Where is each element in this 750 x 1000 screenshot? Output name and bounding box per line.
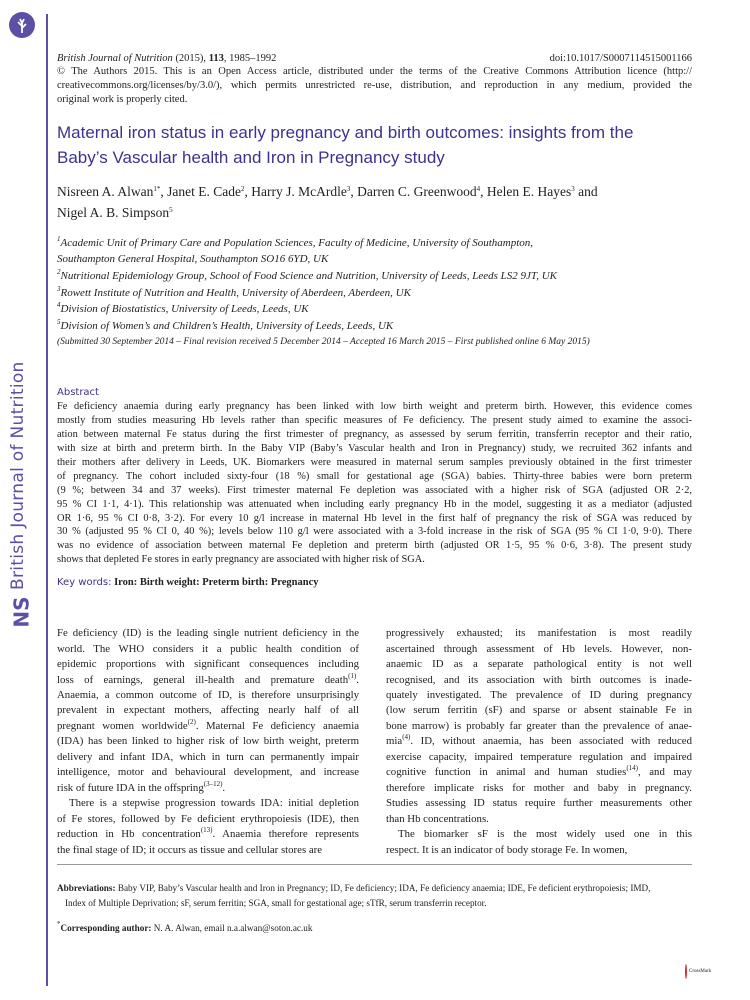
abstract-body bbox=[57, 400, 692, 567]
text-run: bone marrow) is probably far greater than the prevalence of anae- bbox=[386, 719, 692, 732]
text-run: Academic Unit of Primary Care and Population Sciences, Faculty of Medicine, University of Southampton, bbox=[60, 236, 533, 249]
text-run: . Anaemia therefore represents bbox=[212, 828, 359, 841]
affiliation-line bbox=[57, 235, 697, 252]
abstract-line: was no evidence of association between maternal Fe depletion and preterm birth (adjusted OR 1·5, 95 % 0·6, 3·8). The present study bbox=[57, 540, 692, 552]
text-run: (low serum ferritin (sF) and sparse or absent stainable Fe in bbox=[386, 704, 692, 717]
citation-superscript[interactable]: 4 bbox=[57, 301, 61, 310]
citation-superscript[interactable]: 3 bbox=[57, 284, 61, 293]
text-run: Southampton General Hospital, Southampton SO16 6YD, UK bbox=[57, 253, 329, 266]
text-run: cognitive function in animal and human studies bbox=[386, 766, 627, 779]
citation-superscript[interactable]: (2) bbox=[187, 717, 196, 726]
license-text bbox=[57, 65, 692, 107]
body-line bbox=[386, 657, 692, 672]
abstract-line: mostly from studies measuring Hb levels rather than specific measures of Fe deficiency. The present study aimed to examine the associ- bbox=[57, 415, 692, 427]
text-run: The biomarker sF is the most widely used one in this bbox=[398, 828, 692, 841]
body-column-right bbox=[386, 626, 692, 858]
affiliation-line bbox=[57, 251, 697, 268]
body-line bbox=[57, 642, 359, 657]
citation-superscript[interactable]: 2 bbox=[57, 267, 61, 276]
submission-dates: (Submitted 30 September 2014 – Final revision received 5 December 2014 – Accepted 16 March 2015 – First published online 6 May 2015) bbox=[57, 337, 590, 348]
citation-header bbox=[57, 52, 692, 107]
citation-superscript[interactable]: 3 bbox=[571, 184, 575, 193]
citation-superscript[interactable]: (1) bbox=[348, 671, 357, 680]
abbreviations bbox=[57, 881, 692, 911]
text-run: . ID, without anaemia, has been associated with reduced bbox=[410, 735, 692, 748]
text-run: of Fe stores, followed by Fe deficient erythropoiesis (IDE), then bbox=[57, 812, 359, 825]
body-line bbox=[57, 657, 359, 672]
abstract-line: shows that depleted Fe stores in early pregnancy are associated with higher risk of SGA. bbox=[57, 554, 425, 566]
body-line bbox=[386, 812, 692, 827]
keywords-label: Key words: bbox=[57, 577, 112, 589]
license-line: original work is properly cited. bbox=[57, 93, 188, 105]
body-line bbox=[57, 719, 359, 734]
abstract-line: 95 % CI 1·1, 4·1). This relationship was attenuated when including early pregnancy Hb in the model, suggesting it as a mediator (adjusted bbox=[57, 498, 692, 510]
text-run: prevalent in expectant mothers, affecting nearly half of all bbox=[57, 704, 359, 717]
body-line bbox=[57, 626, 359, 641]
body-line bbox=[57, 734, 359, 749]
text-run: intelligence, motor and behavioural development, and increase bbox=[57, 766, 359, 779]
crossmark-icon bbox=[685, 964, 687, 979]
body-line bbox=[386, 827, 692, 842]
title-line: Baby’s Vascular health and Iron in Pregnancy study bbox=[57, 147, 445, 167]
body-line bbox=[57, 796, 359, 811]
text-run: Nisreen A. Alwan bbox=[57, 183, 154, 199]
abstract-heading: Abstract bbox=[57, 387, 99, 399]
author-line bbox=[57, 202, 697, 223]
body-line bbox=[386, 703, 692, 718]
citation-superscript[interactable]: (13) bbox=[200, 826, 213, 835]
body-column-left bbox=[57, 626, 359, 858]
abstract-line: their mothers after delivery in Leeds, UK. Biomarkers were measured in maternal serum samples previously obtained in the first trimester bbox=[57, 456, 692, 468]
citation-superscript[interactable]: 3 bbox=[346, 184, 351, 193]
article-title bbox=[57, 120, 697, 170]
text-run: , Darren C. Greenwood bbox=[350, 183, 477, 199]
text-run: . bbox=[222, 781, 226, 794]
body-line bbox=[57, 765, 359, 780]
abstract bbox=[57, 386, 692, 567]
body-line bbox=[386, 843, 692, 858]
abstract-line: 30 % (adjusted 95 % CI 0, 40 %); levels below 110 g/l were associated with a 3-fold increase in the risk of SGA (95 % CI 1·0, 9·0). There bbox=[57, 526, 692, 538]
text-run: Fe deficiency (ID) is the leading single nutrient deficiency in the bbox=[57, 627, 359, 640]
text-run: Studies assessing ID status require further measurements other bbox=[386, 797, 692, 810]
text-run: epidemic proportions with significant consequences including bbox=[57, 658, 359, 671]
text-run: , Helen E. Hayes bbox=[480, 183, 572, 199]
corr-text[interactable]: N. A. Alwan, email n.a.alwan@soton.ac.uk bbox=[151, 922, 313, 933]
body-columns bbox=[57, 626, 692, 858]
citation bbox=[57, 52, 276, 65]
citation-superscript[interactable]: 1* bbox=[153, 184, 161, 193]
body-line bbox=[57, 673, 359, 688]
text-run: Rowett Institute of Nutrition and Health, University of Aberdeen, Aberdeen, UK bbox=[60, 286, 411, 299]
citation-superscript[interactable]: 1 bbox=[57, 234, 61, 243]
text-run: , and may bbox=[637, 766, 692, 779]
body-line bbox=[57, 812, 359, 827]
citation-superscript[interactable]: 5 bbox=[57, 317, 61, 326]
body-line bbox=[386, 642, 692, 657]
text-run: loss of earnings, general ill-health and premature death bbox=[57, 673, 349, 686]
body-line bbox=[57, 703, 359, 718]
body-line bbox=[386, 688, 692, 703]
citation-superscript[interactable]: 4 bbox=[476, 184, 481, 193]
affiliation-line bbox=[57, 301, 697, 318]
abstract-line: Fe deficiency anaemia during early pregnancy has been linked with low birth weight and preterm birth. However, this evidence comes bbox=[57, 401, 692, 413]
body-line bbox=[57, 843, 359, 858]
journal-name: British Journal of Nutrition bbox=[57, 53, 173, 64]
text-run: therefore implicate risks for mother and baby in pregnancy. bbox=[386, 781, 692, 794]
body-line bbox=[57, 750, 359, 765]
body-line bbox=[386, 765, 692, 780]
crossmark-label: CrossMark bbox=[689, 968, 712, 974]
text-run: delivery and infant IDA, which in turn can permanently impair bbox=[57, 750, 359, 763]
corr-label: Corresponding author: bbox=[60, 922, 152, 933]
affiliation-line bbox=[57, 318, 697, 335]
text-run: ascertained through assessment of Hb levels. However, non- bbox=[386, 642, 692, 655]
abbreviations-text-cont: Index of Multiple Deprivation; sF, serum ferritin; SGA, small for gestational age; sTfR, serum transferrin receptor. bbox=[65, 897, 487, 908]
body-line bbox=[386, 781, 692, 796]
text-run: reduction in Hb concentration bbox=[57, 828, 201, 841]
citation-superscript[interactable]: 5 bbox=[169, 205, 173, 214]
text-run: , Janet E. Cade bbox=[160, 183, 241, 199]
text-run: progressively exhausted; its manifestation is most readily bbox=[386, 627, 692, 640]
article-content bbox=[57, 0, 712, 999]
keywords bbox=[57, 576, 697, 589]
abstract-line: (9 %; between 34 and 37 weeks). First trimester maternal Fe depletion was associated with a higher risk of SGA (adjusted OR 2·2, bbox=[57, 484, 692, 496]
text-run: Nigel A. B. Simpson bbox=[57, 204, 170, 220]
abstract-line: OR 1·6, 95 % CI 0·8, 3·2). For every 10 g/l increase in maternal Hb level in the first half of pregnancy the risk of SGA was reduced by bbox=[57, 512, 692, 524]
text-run: mia bbox=[386, 735, 403, 748]
citation-superscript[interactable]: (14) bbox=[626, 764, 638, 773]
license-line: © The Authors 2015. This is an Open Access article, distributed under the terms of the Creative Commons Attribution licence (http:// bbox=[57, 66, 692, 77]
margin-rule bbox=[46, 14, 48, 986]
body-line bbox=[386, 734, 692, 749]
text-run: recognised, and its association with birth outcomes is inade- bbox=[386, 673, 692, 686]
doi[interactable]: doi:10.1017/S0007114515001166 bbox=[549, 53, 692, 64]
open-access-leaf-icon bbox=[9, 12, 35, 38]
volume: 113 bbox=[208, 53, 224, 64]
body-line bbox=[386, 719, 692, 734]
title-line: Maternal iron status in early pregnancy and birth outcomes: insights from the bbox=[57, 122, 634, 142]
footnote-rule bbox=[57, 864, 692, 865]
affiliation-line bbox=[57, 285, 697, 302]
text-run: respect. It is an indicator of body storage Fe. In women, bbox=[386, 843, 628, 856]
corresponding-author bbox=[57, 921, 692, 936]
text-run: pregnant women worldwide bbox=[57, 719, 188, 732]
text-run: Anaemia, a common outcome of ID, is therefore unsurprisingly bbox=[57, 688, 359, 701]
license-line: creativecommons.org/licenses/by/3.0/), which permits unrestricted re-use, distribution, and reproduction in any medium, provided the bbox=[57, 79, 692, 91]
text-run: quately investigated. The prevalence of ID during pregnancy bbox=[386, 688, 692, 701]
body-line bbox=[57, 781, 359, 796]
text-run: . bbox=[356, 673, 359, 686]
body-line bbox=[386, 796, 692, 811]
abstract-line: of pregnancy. The cohort included sixty-four (18 %) small for gestational age (SGA) babies. Thirty-three babies were born preterm bbox=[57, 470, 692, 482]
author-list bbox=[57, 181, 697, 223]
body-line bbox=[386, 750, 692, 765]
text-run: (IDA) has been linked to higher risk of low birth weight, preterm bbox=[57, 735, 359, 748]
affiliations bbox=[57, 235, 697, 335]
text-run: , Harry J. McArdle bbox=[244, 183, 347, 199]
citation-superscript[interactable]: (4) bbox=[402, 733, 411, 742]
pages: , 1985–1992 bbox=[223, 53, 277, 64]
body-line bbox=[57, 688, 359, 703]
corr-mark: * bbox=[57, 919, 61, 928]
text-run: the final stage of ID; it occurs as tissue and cellular stores are bbox=[57, 843, 323, 856]
keywords-value: Iron: Birth weight: Preterm birth: Pregnancy bbox=[114, 577, 319, 589]
crossmark-button[interactable] bbox=[685, 964, 712, 979]
text-run: There is a stepwise progression towards IDA: initial depletion bbox=[69, 797, 359, 810]
abstract-line: with size at birth and preterm birth. In the Baby VIP (Baby’s Vascular health and Iron in Pregnancy) study, we recruited 362 infants and bbox=[57, 443, 692, 454]
ns-logo: NS bbox=[9, 596, 34, 628]
text-run: Division of Women’s and Children’s Health, University of Leeds, Leeds, UK bbox=[60, 319, 394, 332]
author-line bbox=[57, 181, 697, 202]
text-run: . Maternal Fe deficiency anaemia bbox=[195, 719, 359, 732]
text-run: risk of future IDA in the offspring bbox=[57, 781, 204, 794]
text-run: anaemic ID as a separate pathological entity is not well bbox=[386, 658, 692, 671]
text-run: than Hb concentrations. bbox=[386, 812, 489, 825]
abstract-line: ation between maternal Fe status during the first trimester of pregnancy, as assessed by serum ferritin, transferrin receptor and their ratio, bbox=[57, 429, 692, 441]
body-line bbox=[57, 827, 359, 842]
text-run: Division of Biostatistics, University of Leeds, Leeds, UK bbox=[60, 303, 309, 316]
body-line bbox=[386, 626, 692, 641]
abbreviations-label: Abbreviations: bbox=[57, 882, 116, 893]
abbreviations-text: Baby VIP, Baby’s Vascular health and Iron in Pregnancy; ID, Fe deficiency; IDA, Fe deficiency anaemia; IDE, Fe deficient erythropoiesis; IMD, bbox=[115, 882, 651, 893]
citation-superscript[interactable]: 2 bbox=[240, 184, 245, 193]
text-run: exercise capacity, impaired temperature regulation and impaired bbox=[386, 750, 692, 763]
year: (2015), bbox=[172, 53, 209, 64]
text-run: and bbox=[574, 183, 598, 199]
affiliation-line bbox=[57, 268, 697, 285]
text-run: Nutritional Epidemiology Group, School of Food Science and Nutrition, University of Leeds, Leeds LS2 9JT, UK bbox=[60, 269, 557, 282]
citation-superscript[interactable]: (3–12) bbox=[203, 779, 223, 788]
text-run: world. The WHO considers it a public health condition of bbox=[57, 642, 359, 655]
body-line bbox=[386, 673, 692, 688]
journal-sidebar-title: British Journal of Nutrition bbox=[8, 361, 28, 590]
